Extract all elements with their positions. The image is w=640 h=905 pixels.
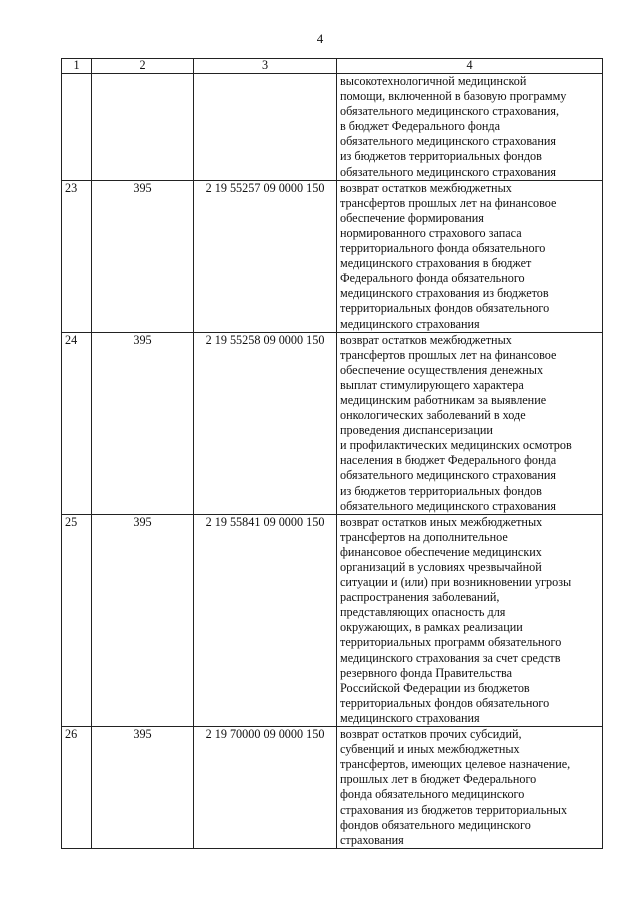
description-line: трансфертов прошлых лет на финансовое — [340, 195, 557, 210]
description-line: возврат остатков прочих субсидий, — [340, 727, 522, 742]
description-line: и профилактических медицинских осмотров — [340, 438, 572, 453]
description-line: трансфертов прошлых лет на финансовое — [340, 347, 557, 362]
header-col-2: 2 — [92, 59, 194, 74]
admin-code: 395 — [92, 514, 194, 726]
description-line: окружающих, в рамках реализации — [340, 620, 523, 635]
table-body — [62, 74, 603, 849]
description-line: финансовое обеспечение медицинских — [340, 544, 542, 559]
income-description — [337, 74, 603, 181]
admin-code: 395 — [92, 180, 194, 332]
description-line: возврат остатков межбюджетных — [340, 180, 512, 195]
description-line: высокотехнологичной медицинской — [340, 74, 527, 88]
description-line: из бюджетов территориальных фондов — [340, 483, 542, 498]
row-number — [62, 74, 92, 181]
description-line: населения в бюджет Федерального фонда — [340, 453, 557, 468]
description-line: территориальных фондов обязательного — [340, 695, 550, 710]
description-line: онкологических заболеваний в ходе — [340, 408, 526, 423]
row-number: 24 — [62, 332, 92, 514]
description-line: трансфертов на дополнительное — [340, 529, 508, 544]
description-line: медицинского страхования — [340, 710, 480, 725]
budget-classification-code: 2 19 55258 09 0000 150 — [194, 332, 337, 514]
description-line: организаций в условиях чрезвычайной — [340, 560, 542, 574]
table-row — [62, 74, 603, 181]
income-description — [337, 180, 603, 332]
description-line: обеспечение осуществления денежных — [340, 362, 544, 377]
description-line: Российской Федерации из бюджетов — [340, 680, 530, 695]
description-line: территориальных фондов обязательного — [340, 301, 550, 316]
description-line: страхования — [340, 832, 404, 847]
income-description — [337, 727, 603, 849]
description-line: медицинского страхования — [340, 316, 480, 331]
description-line: представляющих опасность для — [340, 605, 506, 620]
row-number: 25 — [62, 514, 92, 726]
header-col-3: 3 — [194, 59, 337, 74]
admin-code: 395 — [92, 727, 194, 849]
description-line: обязательного медицинского страхования — [340, 134, 556, 149]
description-line: страхования из бюджетов территориальных — [340, 802, 568, 817]
description-line: выплат стимулирующего характера — [340, 377, 524, 392]
description-line: обеспечение формирования — [340, 210, 484, 225]
table-header-row — [62, 59, 603, 74]
description-line: ситуации и (или) при возникновении угрозы — [340, 575, 572, 590]
description-line: нормированного страхового запаса — [340, 225, 522, 240]
description-line: проведения диспансеризации — [340, 423, 493, 438]
description-line: медицинского страхования в бюджет — [340, 256, 532, 271]
table-row — [62, 514, 603, 726]
description-line: возврат остатков иных межбюджетных — [340, 514, 543, 529]
income-description — [337, 332, 603, 514]
description-line: фондов обязательного медицинского — [340, 817, 531, 832]
table-row — [62, 332, 603, 514]
budget-classification-code: 2 19 55841 09 0000 150 — [194, 514, 337, 726]
budget-codes-table — [61, 58, 603, 849]
description-line: медицинского страхования из бюджетов — [340, 286, 549, 301]
page-number: 4 — [316, 31, 324, 46]
row-number: 23 — [62, 180, 92, 332]
budget-classification-code: 2 19 70000 09 0000 150 — [194, 727, 337, 849]
description-line: территориальных программ обязательного — [340, 635, 562, 650]
description-line: в бюджет Федерального фонда — [340, 119, 501, 134]
description-line: из бюджетов территориальных фондов — [340, 149, 542, 164]
admin-code — [92, 74, 194, 181]
budget-classification-code — [194, 74, 337, 181]
table-row — [62, 180, 603, 332]
description-line: трансфертов, имеющих целевое назначение, — [340, 757, 571, 772]
description-line: помощи, включенной в базовую программу — [340, 89, 567, 104]
description-line: медицинским работникам за выявление — [340, 392, 547, 407]
description-line: возврат остатков межбюджетных — [340, 332, 512, 347]
description-line: обязательного медицинского страхования — [340, 468, 556, 483]
description-line: Федерального фонда обязательного — [340, 271, 525, 286]
description-line: субвенций и иных межбюджетных — [340, 742, 520, 757]
description-line: обязательного медицинского страхования — [340, 164, 556, 179]
header-col-4: 4 — [337, 59, 603, 74]
income-description — [337, 514, 603, 726]
table-row — [62, 727, 603, 849]
description-line: резервного фонда Правительства — [340, 665, 513, 680]
description-line: обязательного медицинского страхования — [340, 498, 556, 513]
description-line: прошлых лет в бюджет Федерального — [340, 772, 537, 787]
budget-classification-code: 2 19 55257 09 0000 150 — [194, 180, 337, 332]
row-number: 26 — [62, 727, 92, 849]
description-line: обязательного медицинского страхования, — [340, 104, 560, 119]
description-line: медицинского страхования за счет средств — [340, 650, 561, 665]
header-col-1: 1 — [62, 59, 92, 74]
admin-code: 395 — [92, 332, 194, 514]
description-line: фонда обязательного медицинского — [340, 787, 525, 802]
description-line: распространения заболеваний, — [340, 590, 500, 605]
description-line: территориального фонда обязательного — [340, 241, 546, 256]
